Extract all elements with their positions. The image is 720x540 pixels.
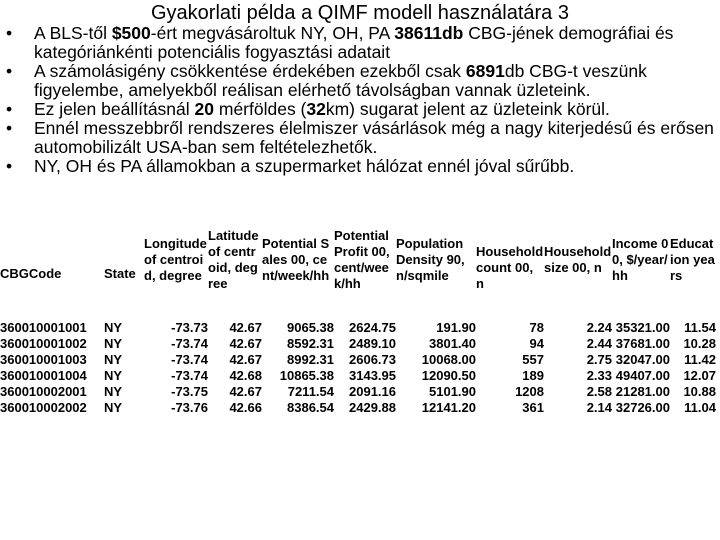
- data-table-container: [0, 228, 720, 540]
- population-density-cell: 3801.40: [429, 336, 476, 351]
- potential-profit-cell: 3143.95: [349, 368, 396, 383]
- header-cell: Longitude of centroid, degree: [144, 236, 207, 283]
- cbg-code-cell: 360010002002: [0, 400, 87, 415]
- latitude-cell: 42.67: [229, 336, 262, 351]
- header-cell: Potential Profit 00, cent/week/hh: [334, 228, 390, 291]
- longitude-cell: -73.74: [171, 368, 208, 383]
- latitude-cell: 42.68: [229, 368, 262, 383]
- household-count-cell: 361: [522, 400, 544, 415]
- population-density-cell: 12090.50: [421, 368, 476, 383]
- potential-profit-cell: 2489.10: [349, 336, 396, 351]
- income-cell: 32047.00: [615, 352, 670, 367]
- longitude-cell: -73.75: [171, 384, 208, 399]
- bullet-item: • NY, OH és PA államokban a szupermarket hálózat ennél jóval sűrűbb.: [6, 156, 575, 176]
- household-count-cell: 94: [529, 336, 544, 351]
- header-cell: State: [104, 266, 136, 281]
- bullet-icon: •: [6, 23, 13, 43]
- bullet-item: • Ennél messzebbről rendszeres élelmiszer vásárlások még a nagy kiterjedésű és erősen automobilizált USA-ban sem feltételezhetők.: [6, 118, 714, 157]
- cbg-code-cell: 360010001001: [0, 320, 87, 335]
- population-density-cell: 10068.00: [421, 352, 476, 367]
- table-row: [0, 320, 716, 336]
- longitude-cell: -73.74: [171, 352, 208, 367]
- table-row: [0, 336, 716, 352]
- header-cell: Latitude of centroid, degree: [208, 228, 259, 291]
- household-count-cell: 189: [522, 368, 544, 383]
- potential-profit-cell: 2606.73: [349, 352, 396, 367]
- header-cell: CBGCode: [0, 266, 62, 281]
- household-count-cell: 1208: [515, 384, 544, 399]
- income-cell: 35321.00: [615, 320, 670, 335]
- header-cell: Population Density 90, n/sqmile: [396, 236, 465, 283]
- state-cell: NY: [104, 352, 123, 367]
- household-size-cell: 2.75: [586, 352, 612, 367]
- household-size-cell: 2.44: [586, 336, 612, 351]
- latitude-cell: 42.67: [229, 384, 262, 399]
- header-cell: Education years: [670, 236, 715, 283]
- potential-profit-cell: 2429.88: [349, 400, 396, 415]
- state-cell: NY: [104, 384, 123, 399]
- education-cell: 12.07: [683, 368, 716, 383]
- longitude-cell: -73.74: [171, 336, 208, 351]
- household-count-cell: 557: [522, 352, 544, 367]
- cbg-code-cell: 360010001003: [0, 352, 87, 367]
- bullet-icon: •: [6, 118, 13, 138]
- bullet-item: • A BLS-től $500-ért megvásároltuk NY, OH, PA 38611db CBG-jének demográfiai és kategóriánkénti potenciális fogyasztási adatait: [6, 23, 674, 62]
- potential-sales-cell: 9065.38: [287, 320, 334, 335]
- header-cell: Income 00, $/year/hh: [612, 236, 669, 283]
- education-cell: 10.88: [683, 384, 716, 399]
- state-cell: NY: [104, 400, 123, 415]
- income-cell: 32726.00: [615, 400, 670, 415]
- header-cell: Potential Sales 00, cent/week/hh: [262, 236, 330, 283]
- potential-sales-cell: 8592.31: [287, 336, 334, 351]
- household-count-cell: 78: [529, 320, 544, 335]
- bullet-item: • A számolásigény csökkentése érdekében ezekből csak 6891db CBG-t veszünk figyelembe, amelyekből reálisan elérhető távolságban vannak üzleteink.: [6, 61, 647, 100]
- header-cell: Household size 00, n: [544, 244, 612, 275]
- latitude-cell: 42.67: [229, 352, 262, 367]
- potential-sales-cell: 7211.54: [287, 384, 334, 399]
- table-row: [0, 368, 716, 384]
- bullet-icon: •: [6, 156, 13, 176]
- household-size-cell: 2.33: [586, 368, 612, 383]
- state-cell: NY: [104, 368, 123, 383]
- household-size-cell: 2.58: [586, 384, 612, 399]
- table-header-row: [0, 228, 716, 320]
- table-row: [0, 352, 716, 368]
- potential-profit-cell: 2091.16: [349, 384, 396, 399]
- state-cell: NY: [104, 336, 123, 351]
- table-row: [0, 400, 716, 416]
- household-size-cell: 2.14: [586, 400, 612, 415]
- income-cell: 49407.00: [615, 368, 670, 383]
- potential-sales-cell: 8386.54: [287, 400, 334, 415]
- education-cell: 10.28: [683, 336, 716, 351]
- bullet-list: [0, 24, 720, 176]
- cbg-code-cell: 360010001004: [0, 368, 87, 383]
- longitude-cell: -73.76: [171, 400, 208, 415]
- latitude-cell: 42.66: [229, 400, 262, 415]
- header-cell: Household count 00, n: [476, 244, 544, 291]
- household-size-cell: 2.24: [586, 320, 612, 335]
- income-cell: 21281.00: [615, 384, 670, 399]
- table-row: [0, 384, 716, 400]
- data-table: [0, 228, 716, 416]
- cbg-code-cell: 360010001002: [0, 336, 87, 351]
- longitude-cell: -73.73: [171, 320, 208, 335]
- income-cell: 37681.00: [615, 336, 670, 351]
- bullet-icon: •: [6, 61, 13, 81]
- potential-sales-cell: 8992.31: [287, 352, 334, 367]
- population-density-cell: 191.90: [436, 320, 476, 335]
- potential-profit-cell: 2624.75: [349, 320, 396, 335]
- bullet-item: • Ez jelen beállításnál 20 mérföldes (32km) sugarat jelent az üzleteink körül.: [6, 99, 610, 119]
- state-cell: NY: [104, 320, 123, 335]
- education-cell: 11.54: [684, 320, 716, 335]
- population-density-cell: 12141.20: [421, 400, 476, 415]
- latitude-cell: 42.67: [229, 320, 262, 335]
- education-cell: 11.42: [684, 352, 716, 367]
- cbg-code-cell: 360010002001: [0, 384, 87, 399]
- education-cell: 11.04: [684, 400, 716, 415]
- slide-title: Gyakorlati példa a QIMF modell használatára 3: [151, 2, 569, 24]
- bullet-icon: •: [6, 99, 13, 119]
- population-density-cell: 5101.90: [429, 384, 476, 399]
- potential-sales-cell: 10865.38: [279, 368, 334, 383]
